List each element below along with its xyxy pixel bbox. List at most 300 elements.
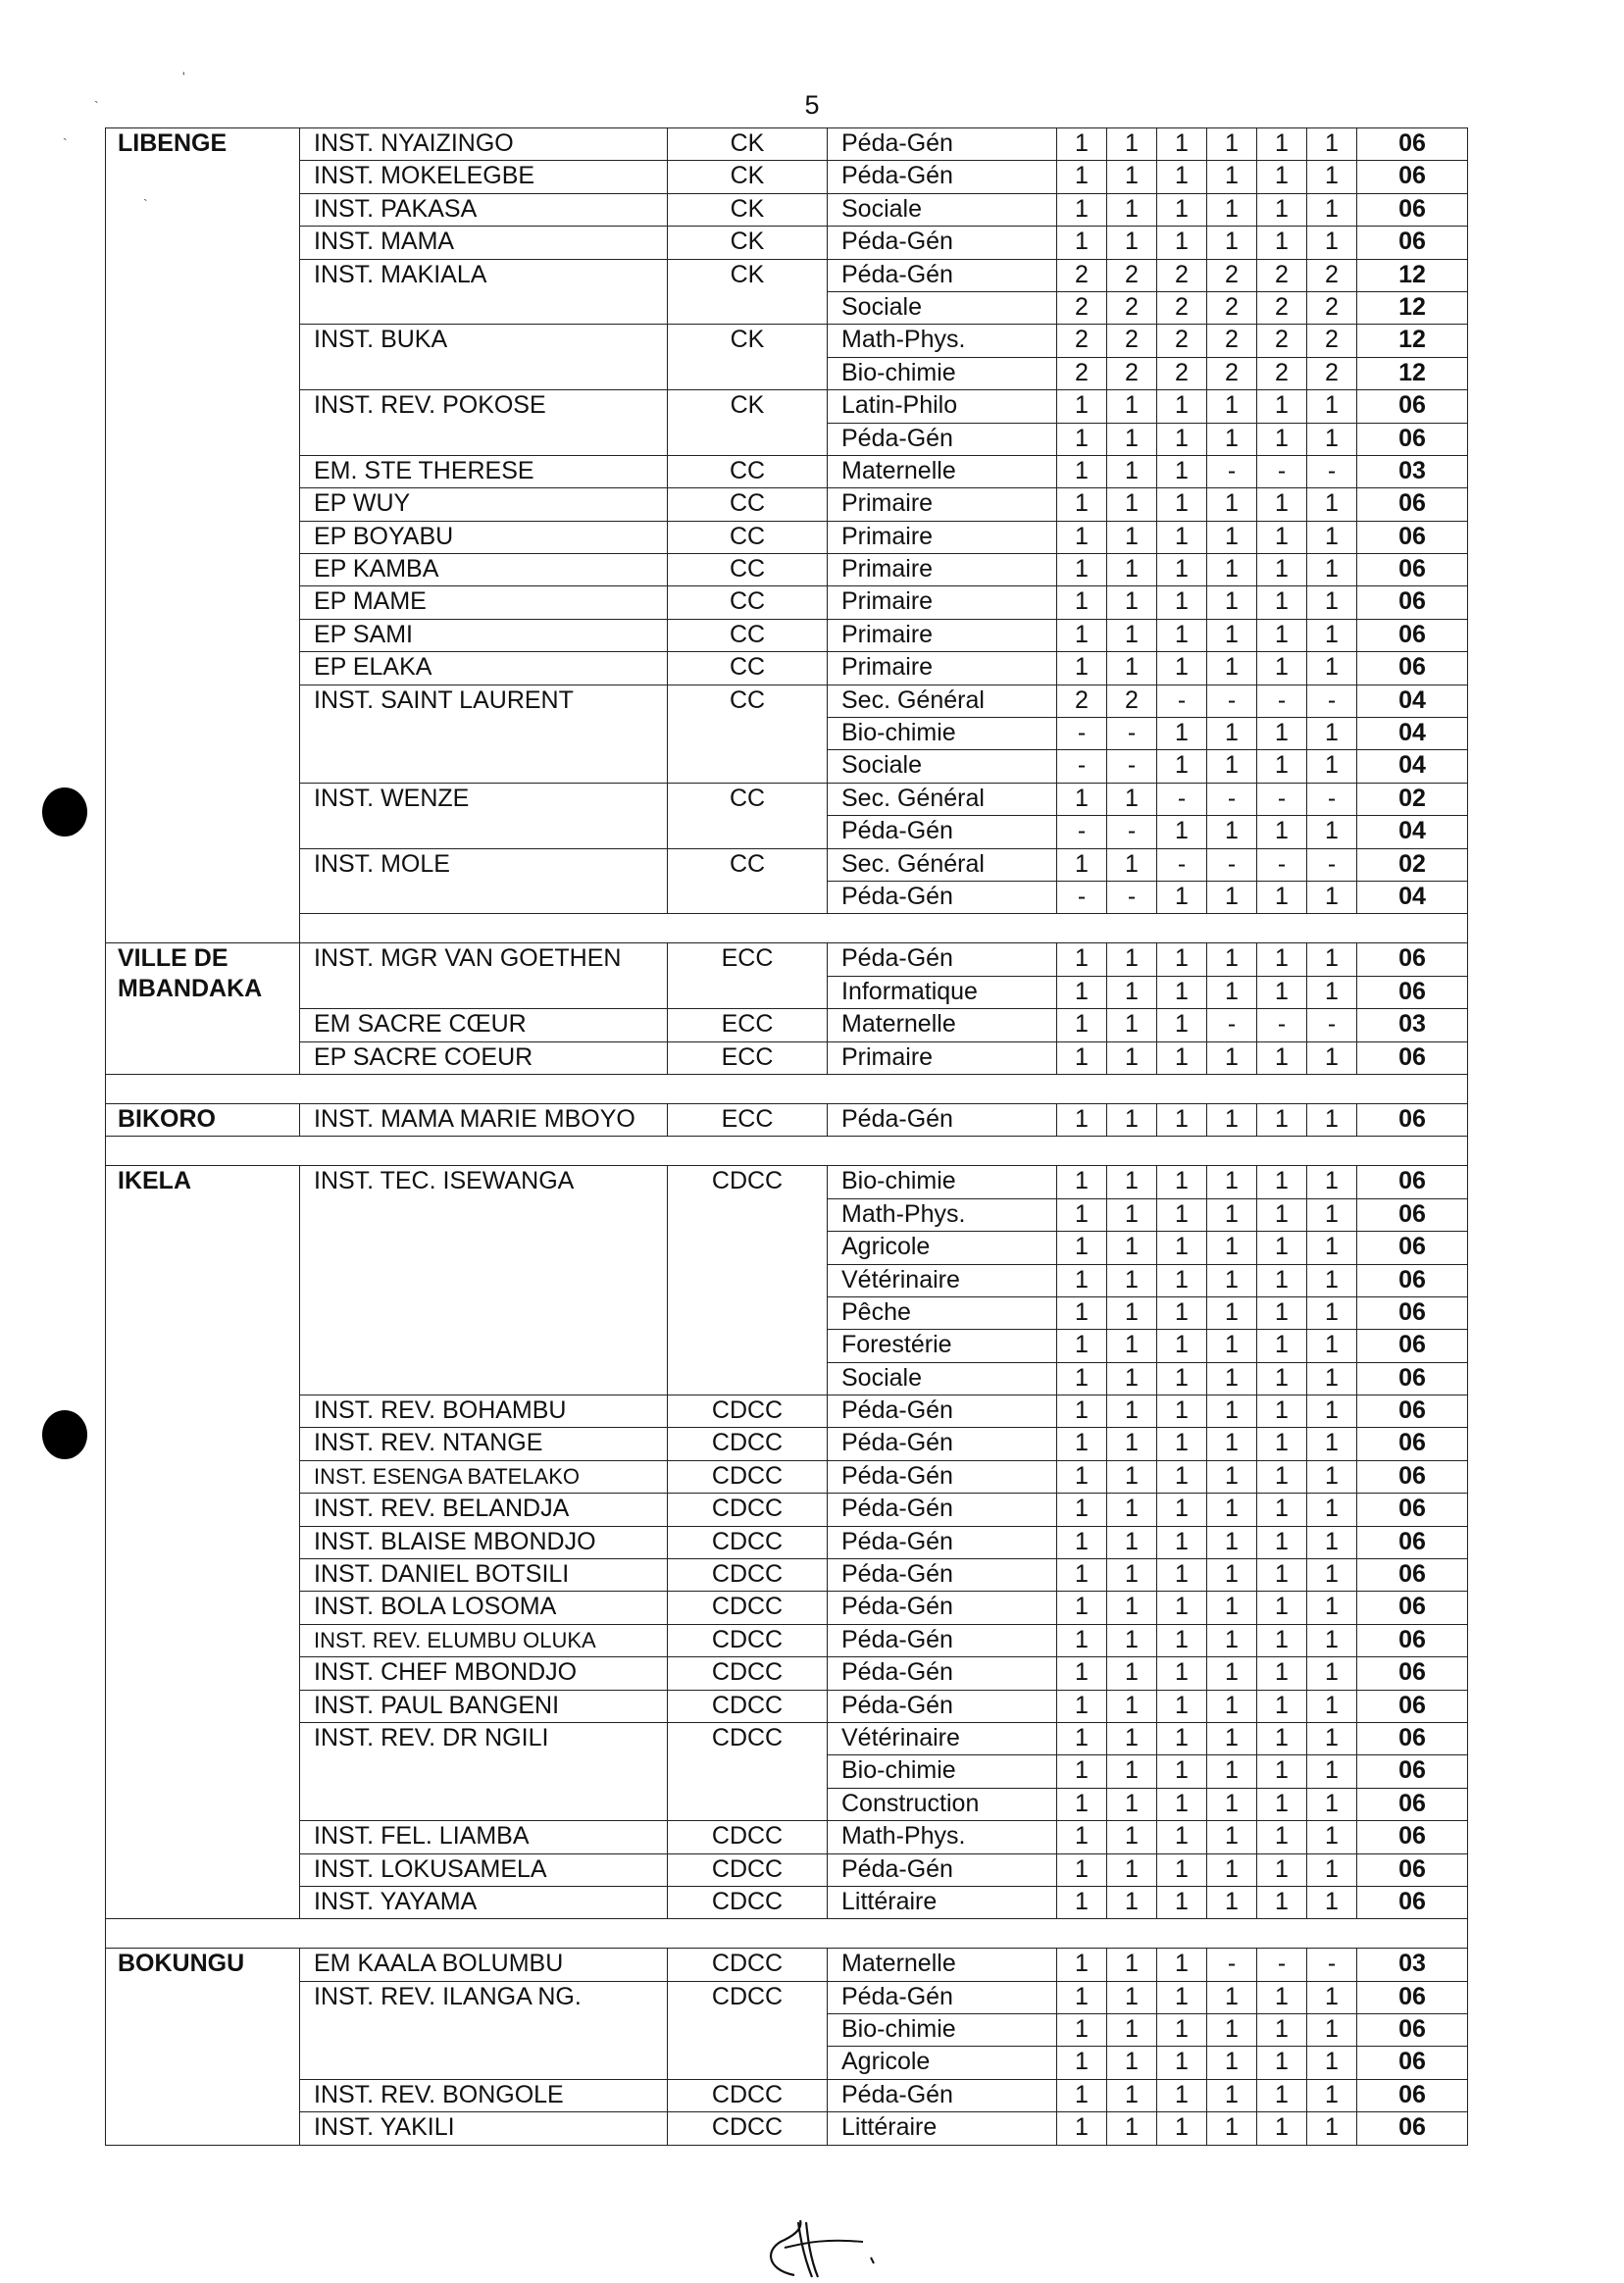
class-count-cell: 1	[1157, 1232, 1207, 1264]
class-count-cell: 1	[1257, 1362, 1307, 1395]
table-row	[106, 554, 1468, 586]
class-count-cell: 1	[1257, 2014, 1307, 2047]
class-count-cell: 1	[1257, 1886, 1307, 1918]
scan-speck: `	[94, 98, 99, 114]
class-count-cell: 1	[1307, 2047, 1357, 2079]
class-count-cell: 1	[1307, 1428, 1357, 1460]
network-cell: CDCC	[668, 1592, 828, 1624]
class-count-cell: 1	[1157, 1428, 1207, 1460]
section-cell: Littéraire	[828, 1886, 1057, 1918]
class-count-cell: -	[1057, 718, 1107, 750]
class-count-cell: 2	[1057, 685, 1107, 717]
class-count-cell: 1	[1257, 554, 1307, 586]
section-cell: Pêche	[828, 1296, 1057, 1329]
class-count-cell: -	[1307, 685, 1357, 717]
school-cell: INST. BUKA	[300, 325, 668, 390]
total-cell: 04	[1357, 718, 1468, 750]
table-row	[106, 1624, 1468, 1656]
total-cell: 12	[1357, 357, 1468, 389]
class-count-cell: 1	[1307, 1559, 1357, 1592]
class-count-cell: 2	[1107, 291, 1157, 324]
class-count-cell: 1	[1257, 976, 1307, 1008]
table-row	[106, 1949, 1468, 1981]
section-cell: Sec. Général	[828, 685, 1057, 717]
class-count-cell: 2	[1307, 325, 1357, 357]
class-count-cell: 1	[1307, 1886, 1357, 1918]
class-count-cell: 1	[1307, 1166, 1357, 1198]
class-count-cell: 1	[1257, 1460, 1307, 1493]
class-count-cell: 1	[1307, 193, 1357, 226]
class-count-cell: 1	[1157, 1657, 1207, 1690]
network-cell: CDCC	[668, 1886, 828, 1918]
total-cell: 06	[1357, 2014, 1468, 2047]
section-cell: Primaire	[828, 488, 1057, 521]
class-count-cell: 1	[1157, 161, 1207, 193]
class-count-cell: 1	[1207, 1330, 1257, 1362]
class-count-cell: 1	[1207, 1886, 1257, 1918]
class-count-cell: 1	[1157, 1460, 1207, 1493]
class-count-cell: 2	[1307, 259, 1357, 291]
class-count-cell: 1	[1057, 943, 1107, 976]
class-count-cell: 1	[1057, 1395, 1107, 1428]
scan-speck: `	[143, 196, 148, 212]
total-cell: 06	[1357, 1657, 1468, 1690]
class-count-cell: 1	[1057, 1981, 1107, 2013]
class-count-cell: 1	[1207, 1624, 1257, 1656]
class-count-cell: 1	[1107, 455, 1157, 487]
class-count-cell: 1	[1307, 2014, 1357, 2047]
class-count-cell: 1	[1107, 1009, 1157, 1041]
class-count-cell: 1	[1157, 718, 1207, 750]
class-count-cell: 1	[1207, 1592, 1257, 1624]
class-count-cell: 1	[1107, 1657, 1157, 1690]
class-count-cell: -	[1257, 685, 1307, 717]
section-cell: Vétérinaire	[828, 1264, 1057, 1296]
table-row	[106, 1559, 1468, 1592]
section-cell: Péda-Gén	[828, 881, 1057, 913]
table-row	[106, 227, 1468, 259]
class-count-cell: 1	[1257, 1041, 1307, 1074]
class-count-cell: 1	[1307, 619, 1357, 651]
class-count-cell: 1	[1057, 1232, 1107, 1264]
district-cell: LIBENGE	[106, 128, 300, 943]
class-count-cell: 1	[1257, 1526, 1307, 1558]
class-count-cell: 2	[1157, 325, 1207, 357]
section-cell: Sec. Général	[828, 783, 1057, 815]
class-count-cell: -	[1207, 685, 1257, 717]
network-cell: CC	[668, 783, 828, 848]
class-count-cell: 1	[1157, 1198, 1207, 1231]
class-count-cell: 1	[1157, 2112, 1207, 2145]
class-count-cell: 1	[1157, 652, 1207, 685]
section-cell: Péda-Gén	[828, 1494, 1057, 1526]
class-count-cell: 2	[1257, 259, 1307, 291]
section-cell: Latin-Philo	[828, 390, 1057, 423]
class-count-cell: 1	[1307, 2079, 1357, 2111]
class-count-cell: 1	[1257, 390, 1307, 423]
class-count-cell: 1	[1107, 1362, 1157, 1395]
network-cell: CK	[668, 259, 828, 325]
class-count-cell: 1	[1057, 161, 1107, 193]
table-row	[106, 193, 1468, 226]
class-count-cell: 1	[1307, 1657, 1357, 1690]
class-count-cell: 1	[1307, 1460, 1357, 1493]
school-cell: INST. REV. ILANGA NG.	[300, 1981, 668, 2079]
class-count-cell: 1	[1107, 193, 1157, 226]
total-cell: 06	[1357, 554, 1468, 586]
class-count-cell: 1	[1307, 943, 1357, 976]
school-cell: INST. MAKIALA	[300, 259, 668, 325]
network-cell: CDCC	[668, 1981, 828, 2079]
class-count-cell: 1	[1157, 455, 1207, 487]
class-count-cell: 1	[1107, 586, 1157, 619]
section-cell: Péda-Gén	[828, 816, 1057, 848]
class-count-cell: 1	[1207, 1166, 1257, 1198]
class-count-cell: 1	[1307, 1041, 1357, 1074]
class-count-cell: 1	[1307, 1296, 1357, 1329]
school-cell: INST. REV. ELUMBU OLUKA	[300, 1624, 668, 1656]
class-count-cell: 1	[1207, 976, 1257, 1008]
class-count-cell: 1	[1157, 619, 1207, 651]
class-count-cell: 1	[1207, 1198, 1257, 1231]
class-count-cell: 1	[1107, 1041, 1157, 1074]
total-cell: 03	[1357, 1009, 1468, 1041]
class-count-cell: 1	[1307, 1330, 1357, 1362]
network-cell: CDCC	[668, 1949, 828, 1981]
class-count-cell: 1	[1207, 1460, 1257, 1493]
class-count-cell: 1	[1307, 227, 1357, 259]
class-count-cell: 1	[1257, 1657, 1307, 1690]
class-count-cell: 1	[1257, 881, 1307, 913]
class-count-cell: 2	[1307, 291, 1357, 324]
class-count-cell: 1	[1107, 1722, 1157, 1754]
class-count-cell: 1	[1157, 1886, 1207, 1918]
spacer-row	[106, 1919, 1468, 1949]
section-cell: Péda-Gén	[828, 943, 1057, 976]
class-count-cell: 1	[1307, 554, 1357, 586]
section-cell: Péda-Gén	[828, 1657, 1057, 1690]
class-count-cell: -	[1307, 783, 1357, 815]
section-cell: Péda-Gén	[828, 2079, 1057, 2111]
class-count-cell: 1	[1107, 1494, 1157, 1526]
class-count-cell: 1	[1057, 455, 1107, 487]
section-cell: Sociale	[828, 291, 1057, 324]
class-count-cell: 1	[1107, 1330, 1157, 1362]
class-count-cell: -	[1207, 1009, 1257, 1041]
school-cell: INST. TEC. ISEWANGA	[300, 1166, 668, 1395]
class-count-cell: 1	[1107, 1103, 1157, 1136]
class-count-cell: -	[1207, 455, 1257, 487]
class-count-cell: 1	[1257, 521, 1307, 553]
class-count-cell: 1	[1307, 1821, 1357, 1853]
class-count-cell: 1	[1207, 1821, 1257, 1853]
class-count-cell: 1	[1107, 1592, 1157, 1624]
class-count-cell: 1	[1307, 881, 1357, 913]
class-count-cell: 1	[1157, 1264, 1207, 1296]
class-count-cell: 1	[1307, 488, 1357, 521]
total-cell: 06	[1357, 1494, 1468, 1526]
school-cell: INST. REV. DR NGILI	[300, 1722, 668, 1820]
class-count-cell: 1	[1207, 128, 1257, 161]
class-count-cell: 1	[1207, 554, 1257, 586]
class-count-cell: 1	[1157, 2079, 1207, 2111]
class-count-cell: 1	[1057, 128, 1107, 161]
section-cell: Péda-Gén	[828, 1853, 1057, 1886]
class-count-cell: 1	[1057, 1949, 1107, 1981]
scan-speck: `	[63, 135, 68, 151]
school-cell: EP MAME	[300, 586, 668, 619]
class-count-cell: 1	[1107, 1853, 1157, 1886]
class-count-cell: 1	[1157, 1494, 1207, 1526]
table-row	[106, 1722, 1468, 1754]
class-count-cell: 1	[1307, 816, 1357, 848]
class-count-cell: 1	[1057, 2079, 1107, 2111]
total-cell: 12	[1357, 291, 1468, 324]
total-cell: 06	[1357, 1362, 1468, 1395]
table-row	[106, 128, 1468, 161]
school-cell: INST. DANIEL BOTSILI	[300, 1559, 668, 1592]
class-count-cell: 1	[1207, 1041, 1257, 1074]
class-count-cell: 1	[1057, 521, 1107, 553]
class-count-cell: 1	[1057, 1296, 1107, 1329]
class-count-cell: 1	[1157, 1755, 1207, 1788]
class-count-cell: 1	[1307, 161, 1357, 193]
section-cell: Péda-Gén	[828, 1395, 1057, 1428]
class-count-cell: 1	[1157, 423, 1207, 455]
total-cell: 06	[1357, 1460, 1468, 1493]
class-count-cell: 1	[1207, 1788, 1257, 1820]
class-count-cell: 2	[1107, 685, 1157, 717]
class-count-cell: 1	[1307, 1103, 1357, 1136]
class-count-cell: 1	[1157, 1166, 1207, 1198]
class-count-cell: 1	[1207, 2014, 1257, 2047]
section-cell: Agricole	[828, 2047, 1057, 2079]
total-cell: 06	[1357, 943, 1468, 976]
class-count-cell: 1	[1257, 1395, 1307, 1428]
school-cell: INST. REV. BOHAMBU	[300, 1395, 668, 1428]
class-count-cell: 1	[1257, 1103, 1307, 1136]
section-cell: Bio-chimie	[828, 357, 1057, 389]
class-count-cell: 1	[1057, 488, 1107, 521]
class-count-cell: 1	[1257, 1428, 1307, 1460]
class-count-cell: 1	[1107, 521, 1157, 553]
class-count-cell: 1	[1257, 1821, 1307, 1853]
class-count-cell: 2	[1257, 325, 1307, 357]
network-cell: CC	[668, 685, 828, 783]
table-row	[106, 1494, 1468, 1526]
section-cell: Forestérie	[828, 1330, 1057, 1362]
class-count-cell: 1	[1107, 1166, 1157, 1198]
class-count-cell: 1	[1157, 1009, 1207, 1041]
network-cell: CDCC	[668, 1494, 828, 1526]
network-cell: CC	[668, 455, 828, 487]
network-cell: CDCC	[668, 1460, 828, 1493]
class-count-cell: 1	[1207, 943, 1257, 976]
class-count-cell: 1	[1207, 1264, 1257, 1296]
class-count-cell: 1	[1107, 1821, 1157, 1853]
total-cell: 06	[1357, 1428, 1468, 1460]
school-cell: INST. REV. BONGOLE	[300, 2079, 668, 2111]
network-cell: ECC	[668, 943, 828, 1009]
network-cell: ECC	[668, 1041, 828, 1074]
school-cell: INST. NYAIZINGO	[300, 128, 668, 161]
class-count-cell: -	[1057, 881, 1107, 913]
class-count-cell: 1	[1257, 718, 1307, 750]
class-count-cell: 1	[1107, 390, 1157, 423]
class-count-cell: -	[1257, 455, 1307, 487]
signature-mark	[755, 2218, 892, 2279]
school-cell: INST. FEL. LIAMBA	[300, 1821, 668, 1853]
table-row	[106, 1592, 1468, 1624]
table-row	[106, 783, 1468, 815]
total-cell: 06	[1357, 1788, 1468, 1820]
section-cell: Primaire	[828, 1041, 1057, 1074]
total-cell: 06	[1357, 1853, 1468, 1886]
class-count-cell: 1	[1257, 128, 1307, 161]
class-count-cell: 1	[1057, 652, 1107, 685]
class-count-cell: 1	[1307, 1232, 1357, 1264]
class-count-cell: 1	[1207, 2079, 1257, 2111]
class-count-cell: 1	[1307, 1690, 1357, 1722]
district-cell: BIKORO	[106, 1103, 300, 1136]
table-row	[106, 2112, 1468, 2145]
class-count-cell: 2	[1257, 291, 1307, 324]
class-count-cell: 1	[1257, 227, 1307, 259]
class-count-cell: 1	[1157, 1296, 1207, 1329]
total-cell: 06	[1357, 128, 1468, 161]
school-cell: INST. REV. NTANGE	[300, 1428, 668, 1460]
class-count-cell: 1	[1207, 1296, 1257, 1329]
class-count-cell: 1	[1207, 423, 1257, 455]
school-cell: INST. SAINT LAURENT	[300, 685, 668, 783]
class-count-cell: 1	[1157, 1559, 1207, 1592]
class-count-cell: 1	[1157, 128, 1207, 161]
section-cell: Bio-chimie	[828, 2014, 1057, 2047]
class-count-cell: 1	[1057, 554, 1107, 586]
class-count-cell: -	[1257, 783, 1307, 815]
class-count-cell: 1	[1057, 423, 1107, 455]
table-row	[106, 1395, 1468, 1428]
total-cell: 06	[1357, 619, 1468, 651]
table-row	[106, 1009, 1468, 1041]
class-count-cell: 1	[1307, 1198, 1357, 1231]
total-cell: 06	[1357, 161, 1468, 193]
class-count-cell: 1	[1107, 1232, 1157, 1264]
class-count-cell: 1	[1307, 1722, 1357, 1754]
class-count-cell: 1	[1207, 2047, 1257, 2079]
class-count-cell: 1	[1057, 390, 1107, 423]
class-count-cell: 1	[1307, 521, 1357, 553]
class-count-cell: 1	[1057, 1690, 1107, 1722]
class-count-cell: 1	[1107, 161, 1157, 193]
table-row	[106, 521, 1468, 553]
total-cell: 06	[1357, 1526, 1468, 1558]
section-cell: Péda-Gén	[828, 1624, 1057, 1656]
class-count-cell: 1	[1157, 943, 1207, 976]
spacer-row	[106, 1074, 1468, 1103]
section-cell: Péda-Gén	[828, 1460, 1057, 1493]
section-cell: Péda-Gén	[828, 1428, 1057, 1460]
class-count-cell: 1	[1057, 1821, 1107, 1853]
class-count-cell: 1	[1107, 227, 1157, 259]
class-count-cell: 1	[1207, 2112, 1257, 2145]
total-cell: 12	[1357, 325, 1468, 357]
section-cell: Construction	[828, 1788, 1057, 1820]
section-cell: Primaire	[828, 554, 1057, 586]
total-cell: 04	[1357, 750, 1468, 783]
class-count-cell: 1	[1107, 488, 1157, 521]
class-count-cell: 1	[1057, 976, 1107, 1008]
class-count-cell: 1	[1207, 586, 1257, 619]
class-count-cell: -	[1307, 848, 1357, 881]
class-count-cell: 1	[1057, 2112, 1107, 2145]
class-count-cell: 1	[1107, 1690, 1157, 1722]
class-count-cell: 1	[1207, 1526, 1257, 1558]
class-count-cell: 1	[1307, 1494, 1357, 1526]
network-cell: CC	[668, 848, 828, 914]
class-count-cell: 1	[1057, 1853, 1107, 1886]
total-cell: 03	[1357, 455, 1468, 487]
class-count-cell: 1	[1257, 1592, 1307, 1624]
class-count-cell: 1	[1257, 2112, 1307, 2145]
total-cell: 06	[1357, 390, 1468, 423]
class-count-cell: 1	[1107, 848, 1157, 881]
class-count-cell: -	[1057, 816, 1107, 848]
class-count-cell: 1	[1207, 881, 1257, 913]
section-cell: Péda-Gén	[828, 1690, 1057, 1722]
class-count-cell: 1	[1057, 1166, 1107, 1198]
spacer-row	[106, 1137, 1468, 1166]
class-count-cell: 1	[1057, 1788, 1107, 1820]
class-count-cell: 1	[1157, 2014, 1207, 2047]
class-count-cell: 1	[1257, 1330, 1307, 1362]
class-count-cell: 1	[1307, 1755, 1357, 1788]
total-cell: 06	[1357, 1296, 1468, 1329]
class-count-cell: 1	[1057, 1722, 1107, 1754]
class-count-cell: 1	[1207, 1395, 1257, 1428]
spacer-cell	[106, 1919, 1468, 1949]
section-cell: Sociale	[828, 1362, 1057, 1395]
total-cell: 06	[1357, 1395, 1468, 1428]
total-cell: 06	[1357, 2079, 1468, 2111]
class-count-cell: 1	[1307, 1624, 1357, 1656]
total-cell: 06	[1357, 586, 1468, 619]
class-count-cell: 1	[1257, 1981, 1307, 2013]
class-count-cell: 1	[1057, 1009, 1107, 1041]
class-count-cell: 1	[1107, 1526, 1157, 1558]
table-row	[106, 488, 1468, 521]
class-count-cell: 1	[1057, 1330, 1107, 1362]
class-count-cell: 2	[1057, 291, 1107, 324]
class-count-cell: 1	[1107, 652, 1157, 685]
class-count-cell: 1	[1307, 1981, 1357, 2013]
school-cell: EM SACRE CŒUR	[300, 1009, 668, 1041]
class-count-cell: 1	[1157, 1526, 1207, 1558]
class-count-cell: 1	[1257, 1232, 1307, 1264]
section-cell: Agricole	[828, 1232, 1057, 1264]
network-cell: CK	[668, 128, 828, 161]
schools-table	[105, 127, 1468, 2146]
class-count-cell: 1	[1257, 1296, 1307, 1329]
class-count-cell: 1	[1207, 521, 1257, 553]
section-cell: Bio-chimie	[828, 1755, 1057, 1788]
spacer-cell	[300, 914, 1468, 943]
table-row	[106, 1821, 1468, 1853]
section-cell: Péda-Gén	[828, 227, 1057, 259]
class-count-cell: 1	[1157, 1981, 1207, 2013]
class-count-cell: -	[1107, 881, 1157, 913]
class-count-cell: 1	[1157, 1592, 1207, 1624]
